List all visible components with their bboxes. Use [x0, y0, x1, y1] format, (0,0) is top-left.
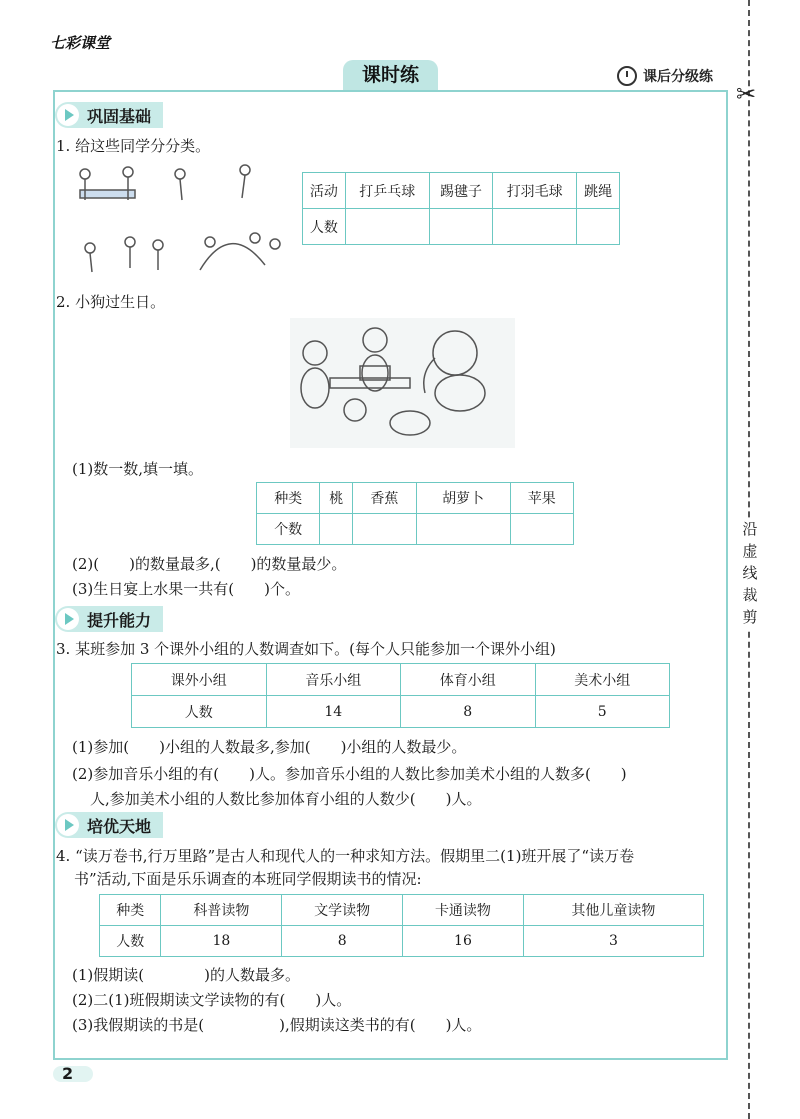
- subtitle: [617, 66, 713, 86]
- play-icon: [57, 104, 79, 126]
- q3-sub1: (1)参加( )小组的人数最多,参加( )小组的人数最少。: [72, 738, 467, 756]
- table-cell: 人数: [132, 696, 267, 728]
- section-excel: [55, 812, 163, 838]
- play-icon: [57, 814, 79, 836]
- brand-logo: 七彩课堂: [50, 34, 111, 52]
- table-cell: 8: [401, 696, 536, 728]
- cut-line-text: 沿虚线裁剪: [742, 520, 758, 626]
- q4-sub3: (3)我假期读的书是( ),假期读这类书的有( )人。: [72, 1016, 482, 1034]
- table-cell: 课外小组: [132, 664, 267, 696]
- page-number: 2: [62, 1064, 74, 1083]
- table-cell: 18: [161, 926, 282, 957]
- q4-sub2: (2)二(1)班假期读文学读物的有( )人。: [72, 991, 352, 1009]
- section-label: 培优天地: [87, 816, 152, 836]
- question-1: 1. 给这些同学分分类。: [56, 137, 211, 155]
- answer-cell[interactable]: [353, 514, 416, 545]
- table-cell: 苹果: [510, 483, 573, 514]
- q2-sub2: (2)( )的数量最多,( )的数量最少。: [72, 555, 347, 573]
- table-cell: 跳绳: [577, 173, 620, 209]
- answer-cell[interactable]: [493, 209, 577, 245]
- children-activities-illustration: [70, 160, 285, 280]
- q3-sub2a: (2)参加音乐小组的有( )人。参加音乐小组的人数比参加美术小组的人数多( ): [72, 765, 627, 783]
- table-cell: 打羽毛球: [493, 173, 577, 209]
- table-cell: 踢毽子: [429, 173, 492, 209]
- table-cell: 卡通读物: [403, 895, 524, 926]
- table-cell: 8: [282, 926, 403, 957]
- page-title: 课时练: [343, 60, 438, 90]
- birthday-party-illustration: [290, 318, 515, 448]
- question-4-line2: 书”活动,下面是乐乐调查的本班同学假期读书的情况:: [74, 870, 422, 888]
- table-cell: 5: [535, 696, 670, 728]
- table-cell: 胡萝卜: [416, 483, 510, 514]
- table-cell: 人数: [100, 926, 161, 957]
- table-cell: 种类: [257, 483, 320, 514]
- answer-cell[interactable]: [577, 209, 620, 245]
- q2-sub1: (1)数一数,填一填。: [72, 460, 204, 478]
- answer-cell[interactable]: [345, 209, 429, 245]
- table-cell: 16: [403, 926, 524, 957]
- table-cell: 3: [523, 926, 703, 957]
- answer-cell[interactable]: [429, 209, 492, 245]
- scissors-icon: ✂: [736, 80, 757, 108]
- answer-cell[interactable]: [510, 514, 573, 545]
- table-cell: 音乐小组: [266, 664, 401, 696]
- table-cell: 香蕉: [353, 483, 416, 514]
- q3-sub2b: 人,参加美术小组的人数比参加体育小组的人数少( )人。: [90, 790, 482, 808]
- q2-table: [256, 482, 574, 545]
- q1-table: [302, 172, 620, 245]
- question-4-line1: 4. “读万卷书,行万里路”是古人和现代人的一种求知方法。假期里二(1)班开展了“读万卷: [56, 847, 635, 865]
- clock-icon: [617, 66, 637, 86]
- table-cell: 种类: [100, 895, 161, 926]
- q2-sub3: (3)生日宴上水果一共有( )个。: [72, 580, 300, 598]
- question-3: 3. 某班参加 3 个课外小组的人数调查如下。(每个人只能参加一个课外小组): [56, 640, 556, 658]
- answer-cell[interactable]: [416, 514, 510, 545]
- table-cell: 桃: [320, 483, 353, 514]
- q4-table: [99, 894, 704, 957]
- section-label: 巩固基础: [87, 106, 152, 126]
- answer-cell[interactable]: [320, 514, 353, 545]
- play-icon: [57, 608, 79, 630]
- table-cell: 文学读物: [282, 895, 403, 926]
- subtitle-text: 课后分级练: [643, 69, 713, 85]
- section-basic: [55, 102, 163, 128]
- question-2: 2. 小狗过生日。: [56, 293, 166, 311]
- section-improve: [55, 606, 163, 632]
- table-cell: 人数: [303, 209, 346, 245]
- table-cell: 打乒乓球: [345, 173, 429, 209]
- table-cell: 美术小组: [535, 664, 670, 696]
- table-cell: 14: [266, 696, 401, 728]
- table-cell: 其他儿童读物: [523, 895, 703, 926]
- table-cell: 个数: [257, 514, 320, 545]
- table-cell: 活动: [303, 173, 346, 209]
- q4-sub1: (1)假期读( )的人数最多。: [72, 966, 300, 984]
- table-cell: 科普读物: [161, 895, 282, 926]
- section-label: 提升能力: [87, 610, 152, 630]
- table-cell: 体育小组: [401, 664, 536, 696]
- q3-table: [131, 663, 670, 728]
